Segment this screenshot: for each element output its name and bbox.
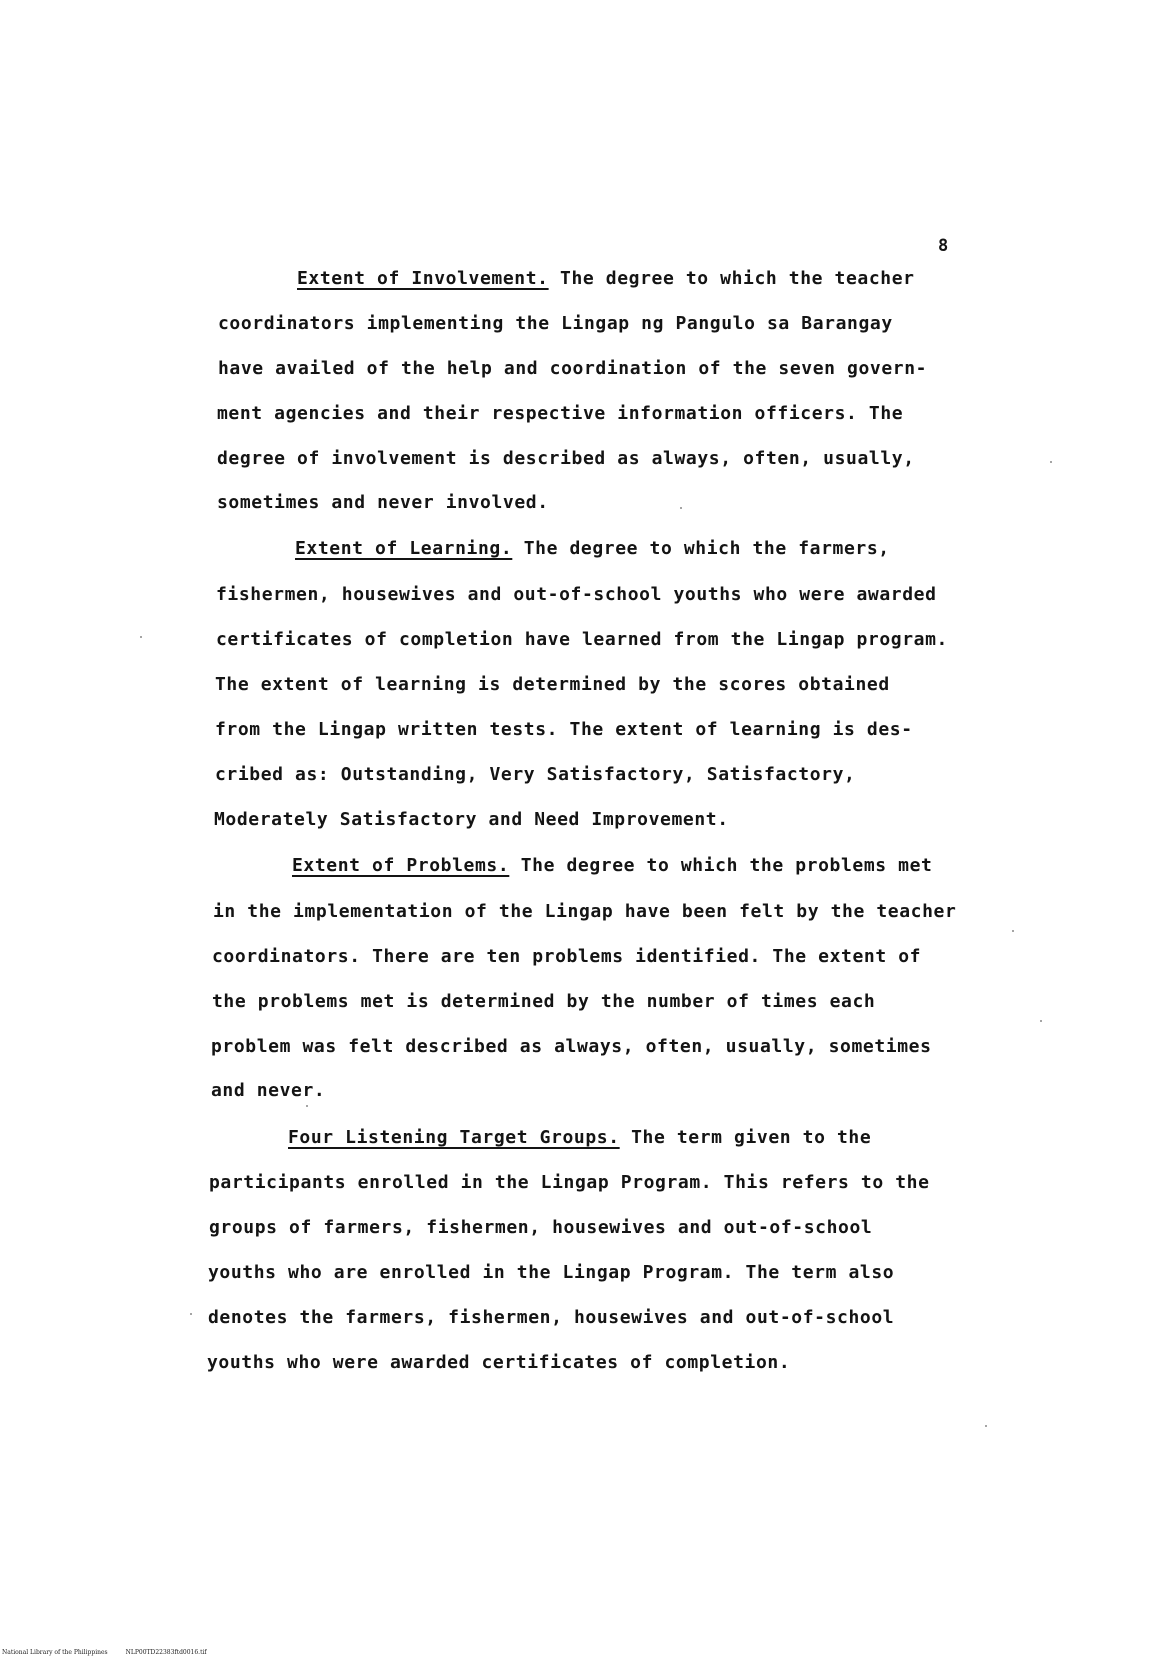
scan-speck <box>1012 930 1014 932</box>
section-learning-line-6: cribed as: Outstanding, Very Satisfactory, Satisfactory, <box>215 764 856 785</box>
section-involvement-line-4: ment agencies and their respective information officers. The <box>217 403 904 424</box>
section-learning-line-3: certificates of completion have learned from the Lingap program. <box>216 629 948 650</box>
term-extent-of-learning: Extent of Learning. <box>295 538 513 559</box>
section-target-groups-line-5: denotes the farmers, fishermen, housewives and out-of-school <box>208 1307 895 1328</box>
section-target-groups-line-1: Four Listening Target Groups. The term given to the <box>288 1127 872 1148</box>
section-target-groups-line-4: youths who are enrolled in the Lingap Program. The term also <box>208 1262 895 1283</box>
section-learning-line-1: Extent of Learning. The degree to which the farmers, <box>295 538 890 559</box>
scan-speck <box>306 1105 308 1107</box>
footer-file: NLP00TD22383ftd0016.tif <box>125 1649 207 1656</box>
section-learning-line-2: fishermen, housewives and out-of-school youths who were awarded <box>216 584 937 605</box>
page-number: 8 <box>938 236 949 256</box>
section-problems-line-6: and never. <box>211 1080 326 1101</box>
section-problems-line-3: coordinators. There are ten problems identified. The extent of <box>212 946 922 967</box>
section-target-groups-line-2: participants enrolled in the Lingap Program. This refers to the <box>209 1172 930 1193</box>
footer-library: National Library of the Philippines <box>2 1649 108 1656</box>
term-extent-of-problems: Extent of Problems. <box>292 855 510 876</box>
scan-speck <box>985 1425 987 1427</box>
section-target-groups-line-3: groups of farmers, fishermen, housewives and out-of-school <box>209 1217 873 1238</box>
section-problems-line-5: problem was felt described as always, often, usually, sometimes <box>211 1036 932 1057</box>
scan-speck <box>680 507 682 509</box>
footer <box>2 1649 225 1656</box>
section-learning-line-7: Moderately Satisfactory and Need Improvement. <box>214 809 729 830</box>
section-involvement-line-3: have availed of the help and coordination of the seven govern- <box>218 358 928 379</box>
scan-speck <box>1040 1020 1042 1022</box>
scan-speck <box>1050 461 1052 463</box>
section-problems-line-2: in the implementation of the Lingap have been felt by the teacher <box>213 901 957 922</box>
term-four-listening-target-groups: Four Listening Target Groups. <box>288 1127 620 1148</box>
section-involvement-line-2: coordinators implementing the Lingap ng Pangulo sa Barangay <box>218 313 893 334</box>
scan-speck <box>140 636 142 638</box>
section-problems-line-1: Extent of Problems. The degree to which the problems met <box>292 855 933 876</box>
section-learning-line-5: from the Lingap written tests. The extent of learning is des- <box>215 719 913 740</box>
term-extent-of-involvement: Extent of Involvement. <box>297 268 549 289</box>
section-involvement-line-6: sometimes and never involved. <box>217 492 549 513</box>
scan-speck <box>190 1313 192 1315</box>
section-learning-line-4: The extent of learning is determined by the scores obtained <box>215 674 890 695</box>
section-problems-line-4: the problems met is determined by the number of times each <box>212 991 876 1012</box>
section-target-groups-line-6: youths who were awarded certificates of completion. <box>207 1352 791 1373</box>
section-involvement-line-1: Extent of Involvement. The degree to which the teacher <box>297 268 915 289</box>
section-involvement-line-5: degree of involvement is described as always, often, usually, <box>217 448 915 469</box>
